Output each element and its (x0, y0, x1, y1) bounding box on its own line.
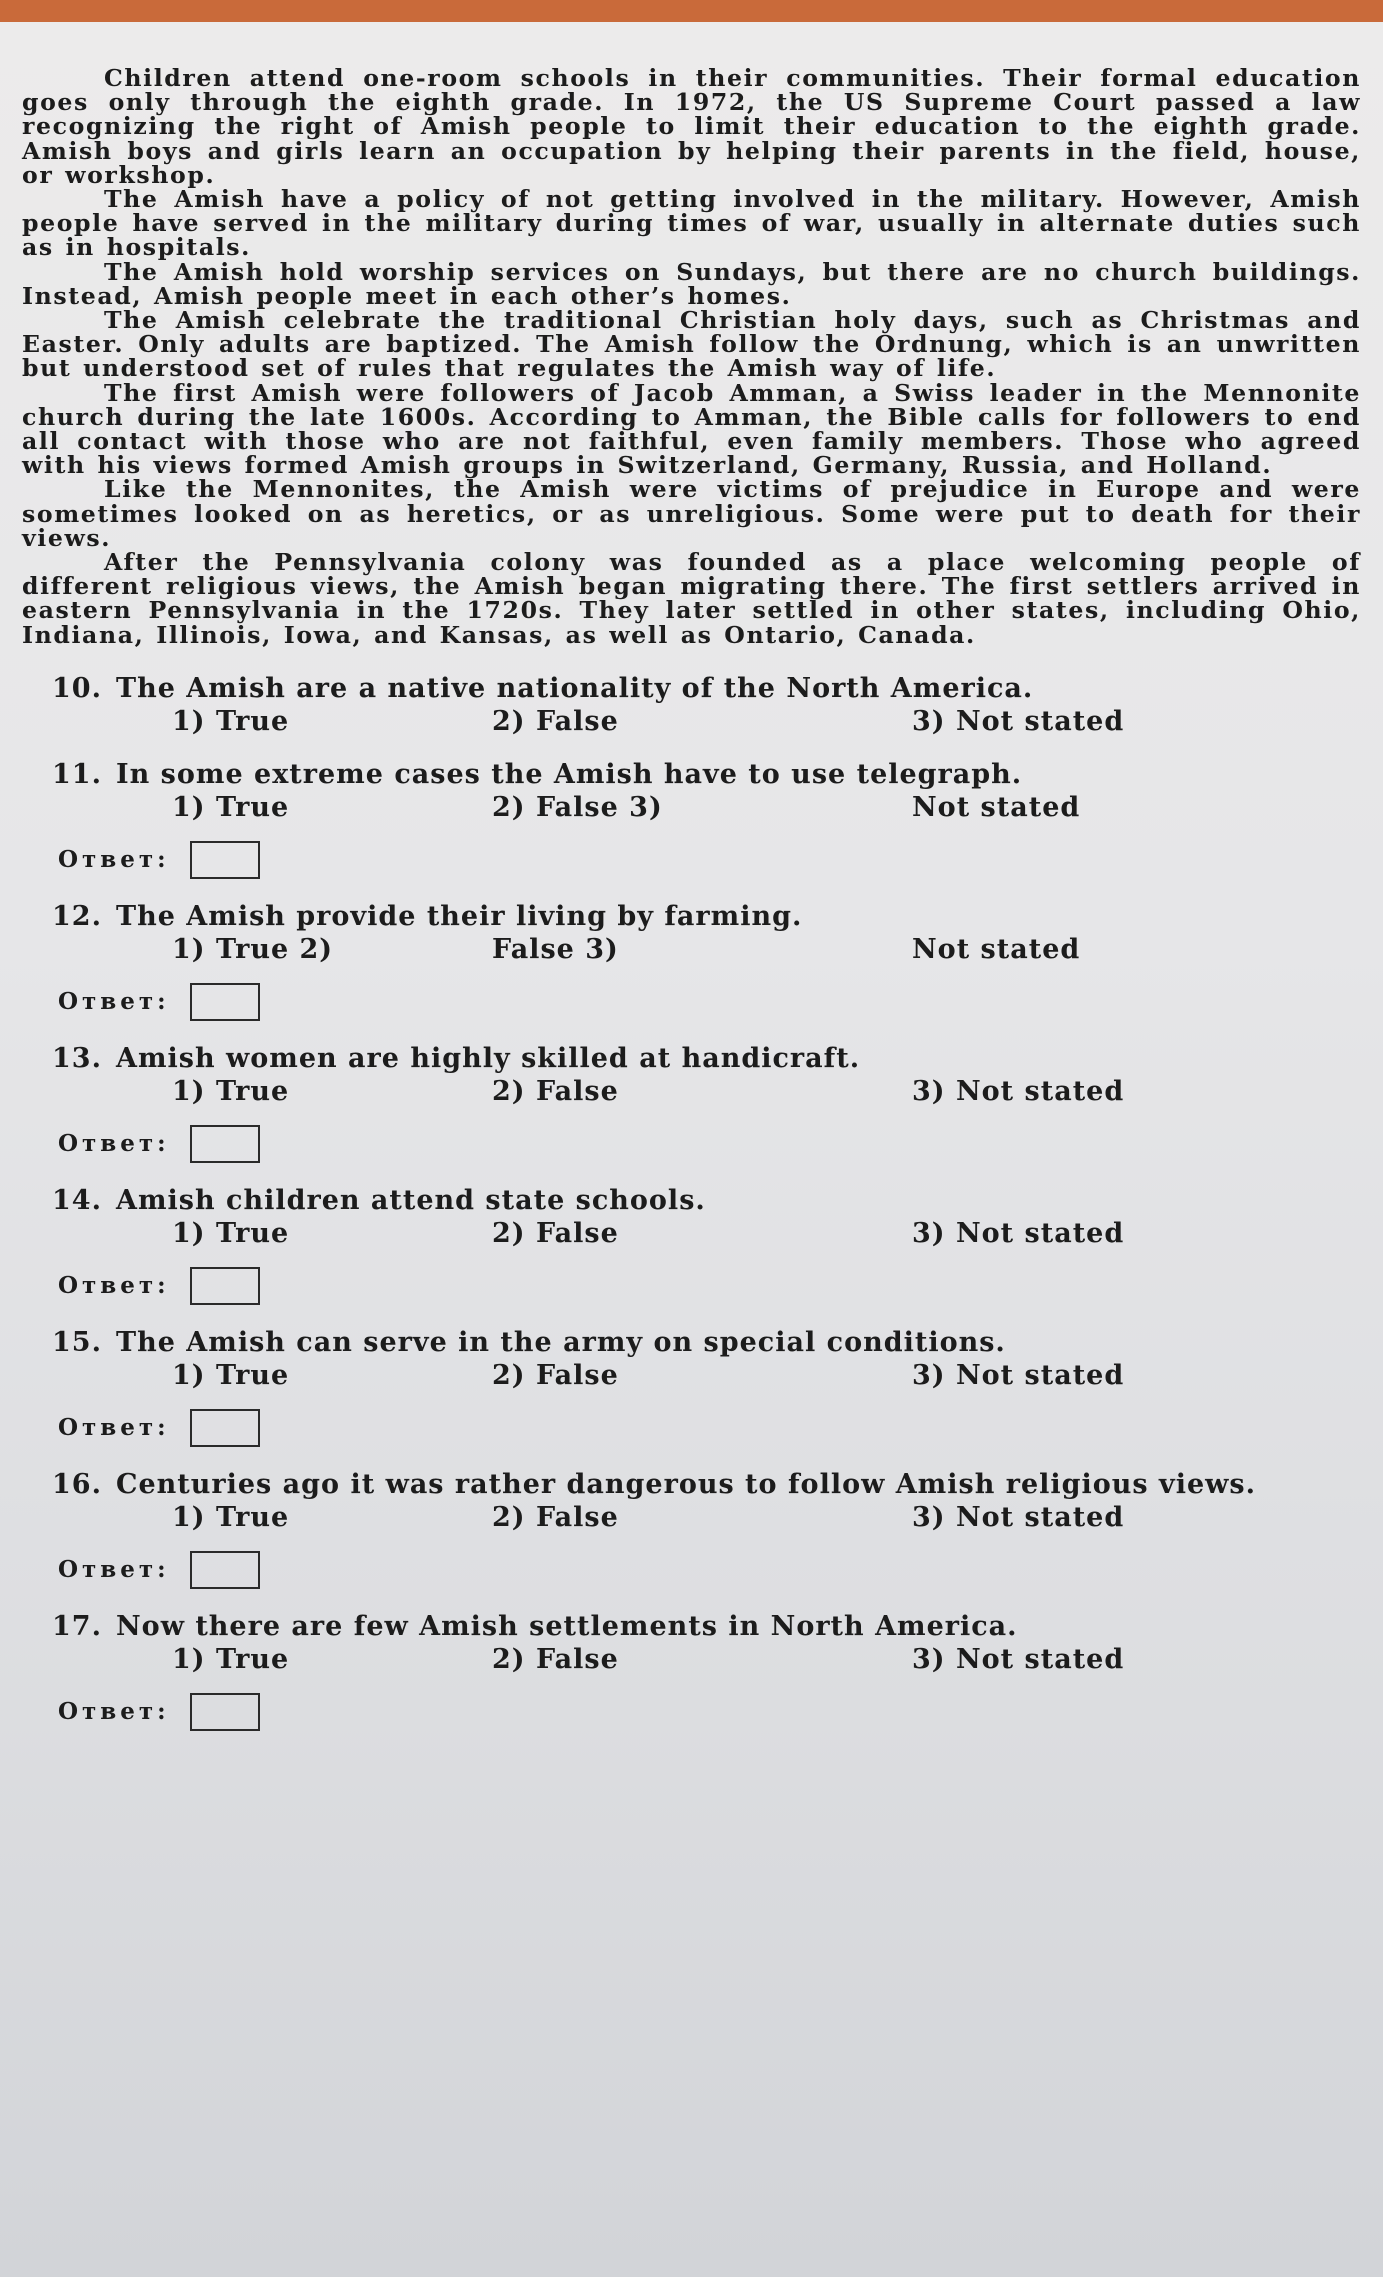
question-text: In some extreme cases the Amish have to use telegraph. (116, 758, 1023, 790)
answer-box[interactable] (190, 1409, 260, 1447)
passage-paragraph: The Amish hold worship services on Sundays, but there are no church buildings. Instead, Amish people meet in each other’s homes. (22, 257, 1361, 310)
answer-box[interactable] (190, 1125, 260, 1163)
question-number: 13. (52, 1042, 102, 1074)
answer-label: Ответ: (58, 1556, 170, 1584)
reading-passage (22, 66, 1361, 647)
answer-box[interactable] (190, 983, 260, 1021)
question-number: 12. (52, 900, 102, 932)
answer-box[interactable] (190, 841, 260, 879)
answer-options (22, 1360, 1361, 1391)
option-2: 2) False (492, 1217, 619, 1249)
answer-options (22, 792, 1361, 823)
question-text: The Amish provide their living by farming. (116, 900, 803, 932)
question-number: 16. (52, 1468, 102, 1500)
question-15 (22, 1327, 1361, 1447)
question-text: Amish women are highly skilled at handicraft. (116, 1042, 861, 1074)
worksheet-page (0, 22, 1383, 2277)
option-1: 1) True (172, 1643, 290, 1675)
answer-row (22, 983, 1361, 1021)
option-3: Not stated (912, 791, 1081, 823)
question-17 (22, 1611, 1361, 1731)
question-11 (22, 759, 1361, 879)
option-3: 3) Not stated (912, 1217, 1125, 1249)
question-text: Amish children attend state schools. (116, 1184, 706, 1216)
answer-label: Ответ: (58, 1130, 170, 1158)
question-number: 11. (52, 758, 102, 790)
option-3: Not stated (912, 933, 1081, 965)
question-14 (22, 1185, 1361, 1305)
option-1: 1) True (172, 791, 290, 823)
question-list (22, 673, 1361, 1731)
option-2: 2) False (492, 1643, 619, 1675)
passage-paragraph: The Amish have a policy of not getting involved in the military. However, Amish people have served in the military during times of war, usually in alternate duties such as in hospitals. (22, 185, 1361, 262)
option-2: False 3) (492, 933, 619, 965)
question-text: The Amish are a native nationality of the North America. (116, 672, 1034, 704)
question-text: The Amish can serve in the army on special conditions. (116, 1326, 1006, 1358)
option-3: 3) Not stated (912, 1075, 1125, 1107)
answer-label: Ответ: (58, 1698, 170, 1726)
answer-options (22, 934, 1361, 965)
option-1: 1) True (172, 1359, 290, 1391)
answer-box[interactable] (190, 1693, 260, 1731)
option-3: 3) Not stated (912, 1643, 1125, 1675)
answer-options (22, 1644, 1361, 1675)
answer-box[interactable] (190, 1551, 260, 1589)
option-2: 2) False (492, 705, 619, 737)
answer-label: Ответ: (58, 846, 170, 874)
answer-label: Ответ: (58, 1272, 170, 1300)
answer-options (22, 1218, 1361, 1249)
passage-paragraph: After the Pennsylvania colony was founded as a place welcoming people of different religious views, the Amish began migrating there. The first settlers arrived in eastern Pennsylvania in the 1720s. They later settled in other states, including Ohio, Indiana, Illinois, Iowa, and Kansas, as well as Ontario, Canada. (22, 548, 1361, 649)
option-1: 1) True (172, 1217, 290, 1249)
option-2: 2) False 3) (492, 791, 663, 823)
passage-paragraph: The Amish celebrate the traditional Christian holy days, such as Christmas and Easter. Only adults are baptized. The Amish follow the Ordnung, which is an unwritten but understood set of rules that regulates the Amish way of life. (22, 306, 1361, 383)
answer-row (22, 841, 1361, 879)
question-number: 15. (52, 1326, 102, 1358)
answer-row (22, 1551, 1361, 1589)
answer-label: Ответ: (58, 1414, 170, 1442)
answer-label: Ответ: (58, 988, 170, 1016)
answer-options (22, 706, 1361, 737)
option-3: 3) Not stated (912, 1359, 1125, 1391)
question-13 (22, 1043, 1361, 1163)
answer-options (22, 1502, 1361, 1533)
answer-options (22, 1076, 1361, 1107)
option-3: 3) Not stated (912, 1501, 1125, 1533)
answer-row (22, 1693, 1361, 1731)
question-10 (22, 673, 1361, 737)
option-2: 2) False (492, 1359, 619, 1391)
question-number: 14. (52, 1184, 102, 1216)
passage-paragraph: Children attend one-room schools in their communities. Their formal education goes only through the eighth grade. In 1972, the US Supreme Court passed a law recognizing the right of Amish people to limit their education to the eighth grade. Amish boys and girls learn an occupation by helping their parents in the field, house, or workshop. (22, 64, 1361, 189)
passage-paragraph: The first Amish were followers of Jacob Amman, a Swiss leader in the Mennonite church during the late 1600s. According to Amman, the Bible calls for followers to end all contact with those who are not faithful, even family members. Those who agreed with his views formed Amish groups in Switzerland, Germany, Russia, and Holland. (22, 378, 1361, 480)
option-1: 1) True (172, 1075, 290, 1107)
answer-row (22, 1125, 1361, 1163)
option-1: 1) True 2) (172, 933, 334, 965)
question-number: 17. (52, 1610, 102, 1642)
question-text: Now there are few Amish settlements in North America. (116, 1610, 1018, 1642)
answer-row (22, 1267, 1361, 1305)
answer-box[interactable] (190, 1267, 260, 1305)
question-16 (22, 1469, 1361, 1589)
question-12 (22, 901, 1361, 1021)
option-1: 1) True (172, 1501, 290, 1533)
question-number: 10. (52, 672, 102, 704)
option-3: 3) Not stated (912, 705, 1125, 737)
question-text: Centuries ago it was rather dangerous to follow Amish religious views. (116, 1468, 1256, 1500)
option-2: 2) False (492, 1501, 619, 1533)
option-2: 2) False (492, 1075, 619, 1107)
option-1: 1) True (172, 705, 290, 737)
passage-paragraph: Like the Mennonites, the Amish were victims of prejudice in Europe and were sometimes looked on as heretics, or as unreligious. Some were put to death for their views. (22, 475, 1361, 552)
answer-row (22, 1409, 1361, 1447)
